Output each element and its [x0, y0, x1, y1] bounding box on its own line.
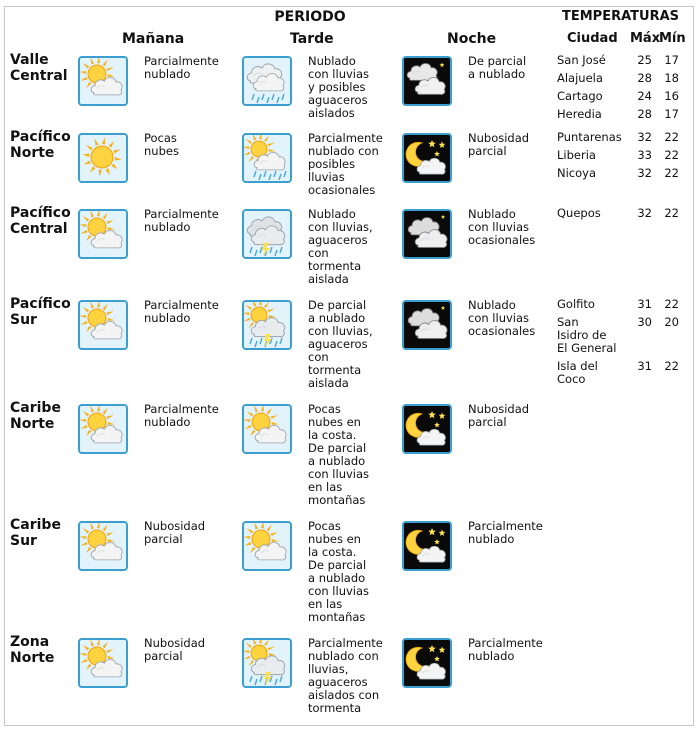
partly-cloudy-sun-icon — [242, 404, 292, 454]
max-temp: 31 — [637, 359, 652, 373]
region-name: Caribe Sur — [10, 517, 61, 549]
tarde-forecast-text: De parcial a nublado con lluvias, aguaceros con tormenta aislada — [308, 298, 373, 390]
partly-cloudy-sun-icon — [78, 638, 128, 688]
city-name: Nicoya — [557, 166, 597, 180]
max-temp: 31 — [637, 297, 652, 311]
manana-column-header: Mañana — [122, 31, 185, 47]
temperaturas-header: TEMPERATURAS — [562, 9, 680, 24]
moon-stars-cloud-icon — [402, 404, 452, 454]
partly-cloudy-sun-icon — [242, 521, 292, 571]
cloud-rain-icon — [242, 56, 292, 106]
region-name: Caribe Norte — [10, 400, 61, 432]
min-temp: 22 — [664, 206, 679, 220]
max-temp: 33 — [637, 148, 652, 162]
min-temp: 17 — [664, 53, 679, 67]
min-temp: 20 — [664, 315, 679, 329]
partly-cloudy-sun-icon — [78, 209, 128, 259]
max-temp: 32 — [637, 206, 652, 220]
city-name: Alajuela — [557, 71, 603, 85]
noche-forecast-text: Nubosidad parcial — [468, 131, 530, 158]
max-temp: 30 — [637, 315, 652, 329]
max-temp: 24 — [637, 89, 652, 103]
noche-forecast-text: Parcialmente nublado — [468, 636, 543, 663]
city-name: Liberia — [557, 148, 596, 162]
noche-forecast-text: Parcialmente nublado — [468, 519, 543, 546]
partly-cloudy-sun-icon — [78, 56, 128, 106]
city-name: Cartago — [557, 89, 603, 103]
region-name: Zona Norte — [10, 634, 55, 666]
city-name: Quepos — [557, 206, 601, 220]
tarde-forecast-text: Parcialmente nublado con posibles lluvias ocasionales — [308, 131, 383, 197]
manana-forecast-text: Parcialmente nublado — [144, 54, 219, 81]
min-temp: 18 — [664, 71, 679, 85]
manana-forecast-text: Parcialmente nublado — [144, 402, 219, 429]
min-temp: 22 — [664, 166, 679, 180]
tarde-forecast-text: Pocas nubes en la costa. De parcial a nublado con lluvias en las montañas — [308, 519, 370, 624]
noche-forecast-text: Nublado con lluvias ocasionales — [468, 207, 536, 247]
manana-forecast-text: Nubosidad parcial — [144, 519, 206, 546]
sun-icon — [78, 133, 128, 183]
noche-forecast-text: Nubosidad parcial — [468, 402, 530, 429]
moon-stars-cloud-icon — [402, 521, 452, 571]
min-temp: 22 — [664, 148, 679, 162]
tarde-forecast-text: Nublado con lluvias y posibles aguaceros aislados — [308, 54, 370, 120]
min-temp: 22 — [664, 297, 679, 311]
moon-stars-cloud-icon — [402, 638, 452, 688]
partly-cloudy-sun-icon — [78, 404, 128, 454]
city-name: Isla del Coco — [557, 359, 598, 386]
sun-cloud-rain-icon — [242, 133, 292, 183]
storm-cloud-icon — [242, 209, 292, 259]
manana-forecast-text: Parcialmente nublado — [144, 298, 219, 325]
min-temp: 22 — [664, 359, 679, 373]
manana-forecast-text: Nubosidad parcial — [144, 636, 206, 663]
region-name: Pacífico Norte — [10, 129, 71, 161]
noche-column-header: Noche — [447, 31, 497, 47]
ciudad-column-header: Ciudad — [567, 31, 618, 46]
partly-cloudy-sun-icon — [78, 521, 128, 571]
city-name: Puntarenas — [557, 130, 622, 144]
min-temp: 17 — [664, 107, 679, 121]
min-temp: 22 — [664, 130, 679, 144]
region-name: Valle Central — [10, 52, 68, 84]
sun-storm-cloud-icon — [242, 300, 292, 350]
city-name: San Isidro de El General — [557, 315, 617, 355]
max-temp: 32 — [637, 166, 652, 180]
moon-stars-cloud-icon — [402, 133, 452, 183]
max-temp: 32 — [637, 130, 652, 144]
tarde-forecast-text: Nublado con lluvias, aguaceros con tormenta aislada — [308, 207, 373, 286]
min-temp: 16 — [664, 89, 679, 103]
periodo-header: PERIODO — [274, 9, 346, 25]
tarde-forecast-text: Parcialmente nublado con lluvias, aguaceros aislados con tormenta — [308, 636, 383, 715]
max-column-header: Máx — [630, 31, 661, 46]
city-name: Heredia — [557, 107, 602, 121]
manana-forecast-text: Parcialmente nublado — [144, 207, 219, 234]
tarde-column-header: Tarde — [290, 31, 334, 47]
night-rain-cloud-icon — [402, 209, 452, 259]
max-temp: 28 — [637, 107, 652, 121]
max-temp: 25 — [637, 53, 652, 67]
manana-forecast-text: Pocas nubes — [144, 131, 179, 158]
noche-forecast-text: Nublado con lluvias ocasionales — [468, 298, 536, 338]
night-rain-cloud-icon — [402, 300, 452, 350]
night-cloudy-icon — [402, 56, 452, 106]
noche-forecast-text: De parcial a nublado — [468, 54, 527, 81]
city-name: Golfito — [557, 297, 595, 311]
max-temp: 28 — [637, 71, 652, 85]
sun-storm-cloud-icon — [242, 638, 292, 688]
tarde-forecast-text: Pocas nubes en la costa. De parcial a nublado con lluvias en las montañas — [308, 402, 370, 507]
region-name: Pacífico Sur — [10, 296, 71, 328]
region-name: Pacífico Central — [10, 205, 71, 237]
partly-cloudy-sun-icon — [78, 300, 128, 350]
min-column-header: Mín — [659, 31, 686, 46]
city-name: San José — [557, 53, 606, 67]
